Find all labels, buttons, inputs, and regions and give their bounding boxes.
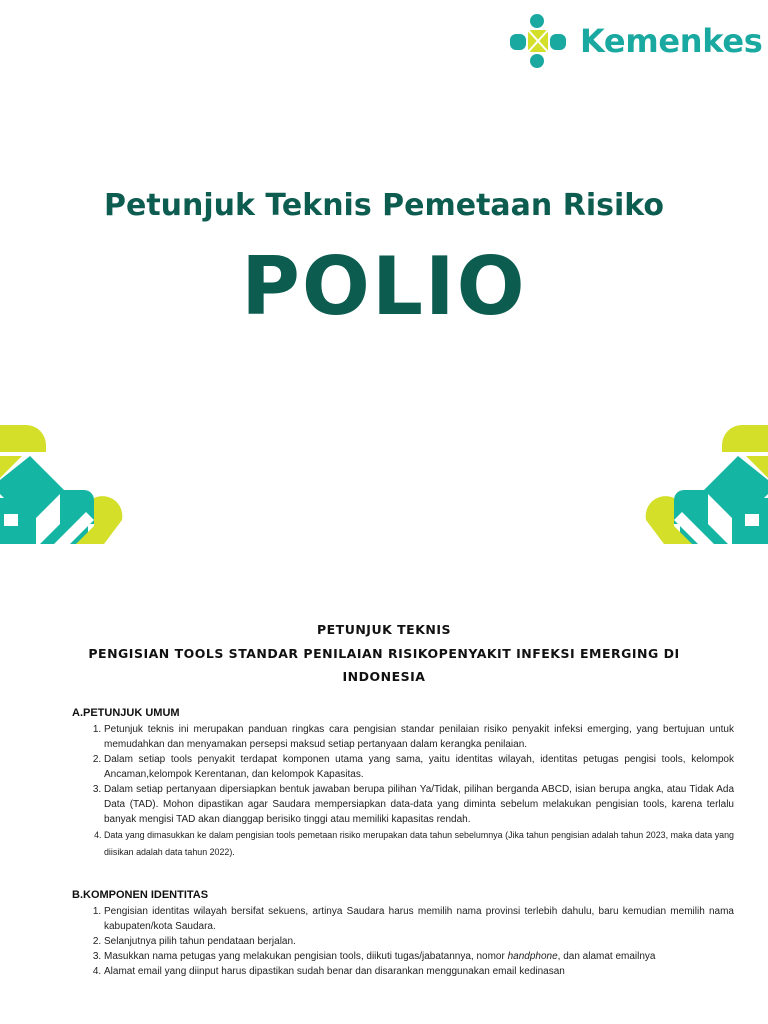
list-item: 4. Alamat email yang diinput harus dipastikan sudah benar dan disarankan menggunakan email kedinasan bbox=[104, 964, 734, 979]
list-item: 2. Dalam setiap tools penyakit terdapat komponen utama yang sama, yaitu identitas wilayah, identitas petugas pengisi tools, kelompok Ancaman,kelompok Kerentanan, dan kelompok Kapasitas. bbox=[104, 752, 734, 782]
list-item: 1. Pengisian identitas wilayah bersifat sekuens, artinya Saudara harus memilih nama provinsi terlebih dahulu, baru kemudian memilih nama kabupaten/kota Saudara. bbox=[104, 904, 734, 934]
list-item: 3. Dalam setiap pertanyaan dipersiapkan bentuk jawaban berupa pilihan Ya/Tidak, pilihan berganda ABCD, isian berupa angka, atau Tidak Ada Data (TAD). Mohon dipastikan agar Saudara mempersiapkan data-data yang diminta sebelum melakukan pengisian tools, karena terlalu banyak mengisi TAD akan dianggap berisiko tinggi atau memiliki kapasitas rendah. bbox=[104, 782, 734, 827]
decorative-shapes-right bbox=[645, 420, 768, 545]
kemenkes-emblem-icon bbox=[508, 12, 572, 72]
item-text-italic: handphone bbox=[507, 951, 558, 962]
kemenkes-logo bbox=[508, 12, 763, 74]
doc-heading-line2: PENGISIAN TOOLS STANDAR PENILAIAN RISIKOPENYAKIT INFEKSI EMERGING DI bbox=[88, 646, 680, 661]
item-text: , dan alamat emailnya bbox=[557, 951, 656, 962]
cover-title: POLIO bbox=[241, 240, 527, 333]
cover-subtitle: Petunjuk Teknis Pemetaan Risiko bbox=[104, 188, 664, 223]
list-item: 2. Selanjutnya pilih tahun pendataan berjalan. bbox=[104, 934, 734, 949]
doc-heading-line3: INDONESIA bbox=[342, 669, 426, 684]
section-a-title: A.PETUNJUK UMUM bbox=[72, 707, 180, 719]
list-item: 1. Petunjuk teknis ini merupakan panduan ringkas cara pengisian standar penilaian risiko penyakit infeksi emerging, yang bertujuan untuk memudahkan dan menyamakan persepsi maksud setiap pertanyaan dalam kerangka penilaian. bbox=[104, 722, 734, 752]
section-b-list bbox=[72, 904, 734, 979]
decorative-shapes-left bbox=[0, 420, 125, 545]
list-item bbox=[104, 949, 734, 964]
list-item: 4. Data yang dimasukkan ke dalam pengisian tools pemetaan risiko merupakan data tahun sebelumnya (Jika tahun pengisian adalah tahun 2023, maka data yang diisikan adalah data tahun 2022). bbox=[104, 827, 734, 861]
logo-text: Kemenkes bbox=[580, 22, 763, 60]
item-text: Masukkan nama petugas yang melakukan pengisian tools, diikuti tugas/jabatannya, nomor bbox=[104, 951, 508, 962]
section-b-title: B.KOMPONEN IDENTITAS bbox=[72, 889, 209, 901]
doc-heading-line1: PETUNJUK TEKNIS bbox=[316, 622, 452, 637]
section-a-list bbox=[72, 722, 734, 861]
